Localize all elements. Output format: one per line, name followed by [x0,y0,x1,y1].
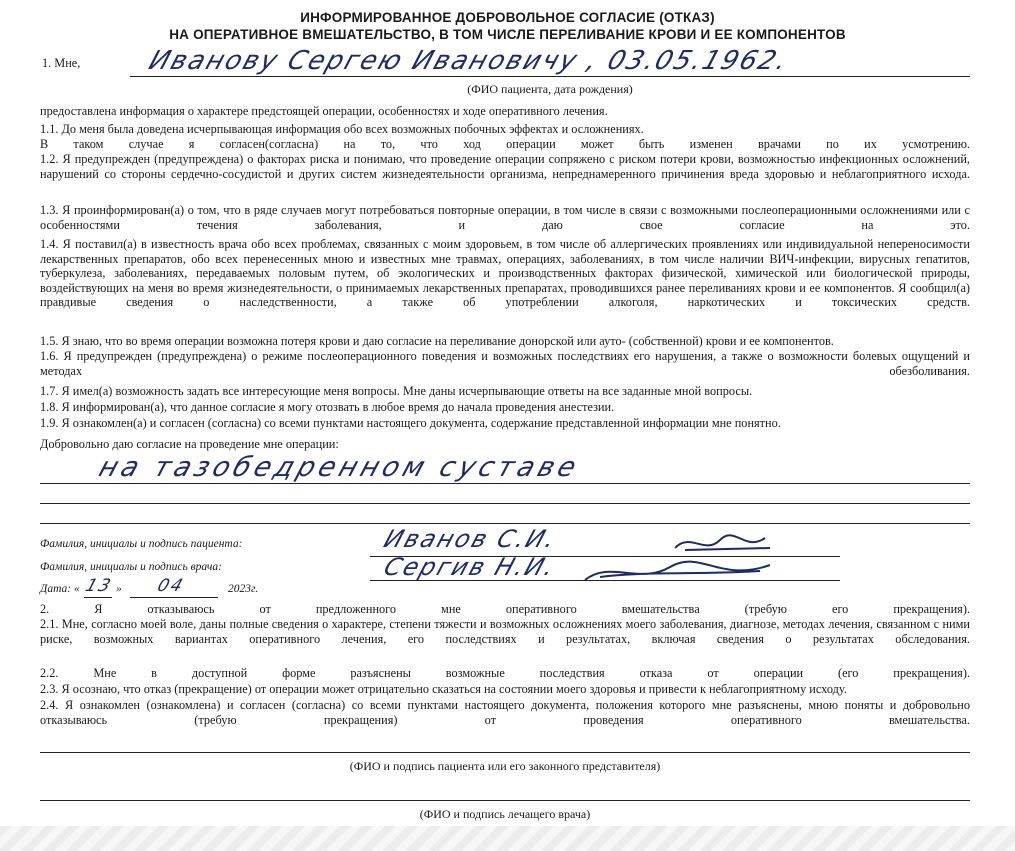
para-1-1b: В таком случае я согласен(согласна) на то, что ход операции может быть изменен врачами по их усмотрению. [40,137,970,151]
date-label: Дата: « [40,583,80,595]
doctor-signature-scribble [580,555,780,590]
para-2-2: 2.2. Мне в доступной форме разъяснены возможные последствия отказа от операции (его прекращения). [40,666,970,680]
date-month-line [130,597,218,598]
para-1-9: 1.9. Я ознакомлен(а) и согласен (согласна) со всеми пунктами настоящего документа, содержание представленной информации мне понятно. [40,416,781,430]
form-title-line-2: НА ОПЕРАТИВНОЕ ВМЕШАТЕЛЬСТВО, В ТОМ ЧИСЛЕ ПЕРЕЛИВАНИЕ КРОВИ И ЕЕ КОМПОНЕНТОВ [169,27,846,42]
form-title-line-1: ИНФОРМИРОВАННОЕ ДОБРОВОЛЬНОЕ СОГЛАСИЕ (ОТКАЗ) [300,10,715,25]
footer-doctor-line [40,800,970,801]
date-day: 13 [82,576,115,596]
para-1-2: 1.2. Я предупрежден (предупреждена) о факторах риска и понимаю, что проведение операции сопряжено с риском потери крови, возможностью инфекционных осложнений, нарушений со стороны сердечно-сосудистой и других систем жизнедеятельности организма, непреднамеренного причинения вреда здоровью и неблагоприятного исхода. [40,152,970,181]
patient-signature-handwritten: Иванов С.И. [380,525,561,553]
para-1-6: 1.6. Я предупрежден (предупреждена) о режиме послеоперационного поведения и возможных последствиях его нарушения, а также о возможности болевых ощущений и методах обезболивания. [40,349,970,378]
operation-line-3 [40,523,970,524]
consent-intro: Добровольно даю согласие на проведение мне операции: [40,437,339,451]
patient-name-handwritten: Иванову Сергею Ивановичу , 03.05.1962. [145,46,793,76]
para-2-4: 2.4. Я ознакомлен (ознакомлена) и согласен (согласна) со всеми пунктами настоящего документа, положения которого мне разъяснены, мною поняты и добровольно отказываюсь (требую прекращения) от проведения оперативного вмешательства. [40,698,970,727]
scan-edge [0,826,1015,851]
date-month: 04 [154,576,187,596]
operation-line-2 [40,503,970,504]
doctor-signature-label: Фамилия, инициалы и подпись врача: [40,561,222,573]
operation-handwritten: на тазобедренном суставе [94,452,584,483]
para-2-3: 2.3. Я осознаю, что отказ (прекращение) от операции может отрицательно сказаться на состоянии моего здоровья и привести к неблагоприятному исходу. [40,682,847,696]
patient-prefix: 1. Мне, [42,56,81,70]
date-year: 2023г. [228,583,259,595]
para-2-1: 2.1. Мне, согласно моей воле, даны полные сведения о характере, степени тяжести и возможных осложнениях моего заболевания, диагнозе, методах лечения, связанном с ними риске, возможных вариантах оперативного лечения, его последствиях и результатах, включая сведения о результатах обследования. [40,617,970,646]
footer-doctor-caption: (ФИО и подпись лечащего врача) [419,807,591,821]
para-2: 2. Я отказываюсь от предложенного мне оперативного вмешательства (требую его прекращения). [40,602,970,616]
footer-patient-caption: (ФИО и подпись пациента или его законного представителя) [349,759,661,773]
patient-signature-label: Фамилия, инициалы и подпись пациента: [40,538,243,550]
patient-caption: (ФИО пациента, дата рождения) [467,82,633,96]
operation-line-1 [40,483,970,484]
patient-name-line [130,76,970,77]
para-1-7: 1.7. Я имел(а) возможность задать все интересующие меня вопросы. Мне даны исчерпывающие ответы на все заданные мной вопросы. [40,384,753,398]
footer-patient-line [40,752,970,753]
para-1-3: 1.3. Я проинформирован(а) о том, что в ряде случаев могут потребоваться повторные операции, в том числе в связи с возможными послеоперационными осложнениями или с особенностями течения заболевания, и даю свое согласие на это. [40,203,970,232]
doctor-signature-line [370,580,840,581]
date-day-close: » [116,583,122,595]
para-1-4: 1.4. Я поставил(а) в известность врача обо всех проблемах, связанных с моим здоровьем, в том числе об аллергических проявлениях или индивидуальной непереносимости лекарственных препаратов, обо всех перенесенных мною и известных мне травмах, операциях, заболеваниях, в том числе наличии ВИЧ-инфекции, вирусных гепатитов, туберкулеза, заболеваниях, передаваемых половым путем, об экологических и производственных факторах физической, химической или биологической природы, воздействующих на меня во время жизнедеятельности, о принимаемых лекарственных препаратах, проводившихся ранее переливаниях крови и ее компонентов. Я сообщил(а) правдивые сведения о наследственности, а также об употреблении алкоголя, наркотических и токсических средств. [40,237,970,310]
para-1-1: 1.1. До меня была доведена исчерпывающая информация обо всех возможных побочных эффектах и осложнениях. [40,122,644,136]
doctor-signature-handwritten: Сергив Н.И. [380,553,560,581]
para-intro: предоставлена информация о характере предстоящей операции, особенностях и ходе оперативного лечения. [40,104,608,118]
para-1-5: 1.5. Я знаю, что во время операции возможна потеря крови и даю согласие на переливание донорской или ауто- (собственной) крови и ее компонентов. [40,334,834,348]
para-1-8: 1.8. Я информирован(а), что данное согласие я могу отозвать в любое время до начала проведения анестезии. [40,400,615,414]
date-day-line [84,597,112,598]
